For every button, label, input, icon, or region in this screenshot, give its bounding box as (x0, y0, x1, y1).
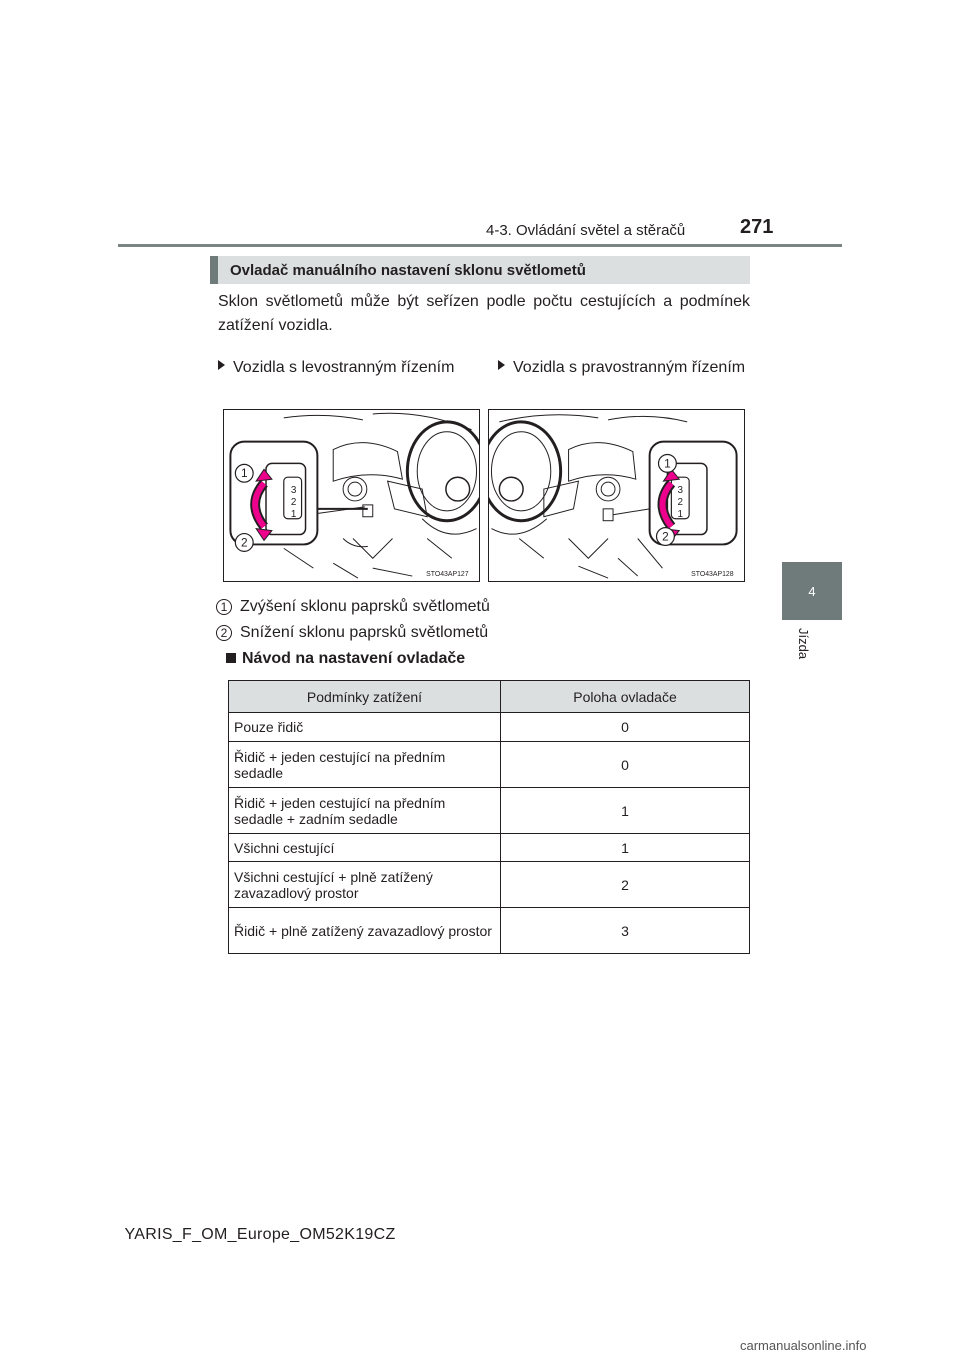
section-heading (210, 256, 750, 284)
position-cell: 1 (501, 834, 750, 862)
condition-cell: Pouze řidič (229, 713, 501, 742)
dial-mark-3: 3 (677, 485, 684, 497)
position-cell: 1 (501, 788, 750, 834)
table-row (229, 908, 750, 954)
dial-mark-1: 1 (677, 508, 684, 520)
position-cell: 2 (501, 862, 750, 908)
triangle-bullet-icon (498, 360, 505, 370)
page-number: 271 (740, 216, 774, 238)
chapter-label: Jízda (796, 628, 811, 660)
legend-number: 2 (216, 625, 232, 641)
intro-paragraph: Sklon světlometů může být seřízen podle počtu cestujících a podmínek zatížení vozidla. (218, 293, 750, 334)
dashboard-illustration-lhd (224, 410, 479, 581)
section-title: 4-3. Ovládání světel a stěračů (486, 222, 686, 239)
figure-rhd (488, 409, 745, 582)
legend-text: Zvýšení sklonu paprsků světlometů (240, 598, 490, 615)
column-header-position: Poloha ovladače (501, 681, 750, 713)
chapter-tab[interactable] (782, 562, 842, 620)
table-row (229, 742, 750, 788)
bullet-heading-text: Návod na nastavení ovladače (242, 650, 466, 667)
subheading-lhd (218, 356, 480, 380)
document-footer: YARIS_F_OM_Europe_OM52K19CZ (124, 1226, 396, 1243)
table-row (229, 862, 750, 908)
condition-cell: Řidič + jeden cestující na předním sedadle + zadním sedadle (229, 788, 501, 834)
callout-2: 2 (662, 529, 669, 544)
bullet-heading (226, 650, 465, 668)
chapter-number: 4 (808, 583, 816, 599)
condition-cell: Všichni cestující + plně zatížený zavazadlový prostor (229, 862, 501, 908)
legend-item-2 (216, 624, 488, 642)
condition-cell: Všichni cestující (229, 834, 501, 862)
condition-cell: Řidič + jeden cestující na předním sedadle (229, 742, 501, 788)
figure-lhd (223, 409, 480, 582)
condition-cell: Řidič + plně zatížený zavazadlový prostor (229, 908, 501, 954)
section-heading-text: Ovladač manuálního nastavení sklonu světlometů (230, 261, 586, 279)
position-cell: 0 (501, 742, 750, 788)
square-bullet-icon (226, 653, 236, 663)
figure-code-lhd: STO43AP127 (426, 571, 469, 579)
subheading-lhd-text: Vozidla s levostranným řízením (233, 359, 455, 376)
column-header-conditions: Podmínky zatížení (229, 681, 501, 713)
header-divider (118, 244, 842, 247)
table-row (229, 788, 750, 834)
callout-1: 1 (240, 466, 248, 481)
table-row (229, 834, 750, 862)
figure-code-rhd: STO43AP128 (691, 571, 734, 579)
dial-mark-2: 2 (290, 496, 297, 508)
dial-mark-2: 2 (677, 496, 684, 508)
triangle-bullet-icon (218, 360, 225, 370)
dashboard-illustration-rhd (489, 410, 744, 581)
watermark: carmanualsonline.info (740, 1338, 867, 1353)
legend-item-1 (216, 598, 490, 616)
callout-1: 1 (664, 456, 671, 471)
callout-2: 2 (240, 535, 248, 550)
subheading-rhd (498, 356, 750, 380)
dial-mark-1: 1 (290, 508, 297, 520)
table-row (229, 713, 750, 742)
legend-number: 1 (216, 599, 232, 615)
subheading-rhd-text: Vozidla s pravostranným řízením (513, 359, 746, 376)
position-cell: 3 (501, 908, 750, 954)
table-header-row (229, 681, 750, 713)
dial-mark-3: 3 (290, 485, 297, 497)
legend-text: Snížení sklonu paprsků světlometů (240, 624, 489, 641)
position-cell: 0 (501, 713, 750, 742)
load-table (228, 680, 750, 954)
